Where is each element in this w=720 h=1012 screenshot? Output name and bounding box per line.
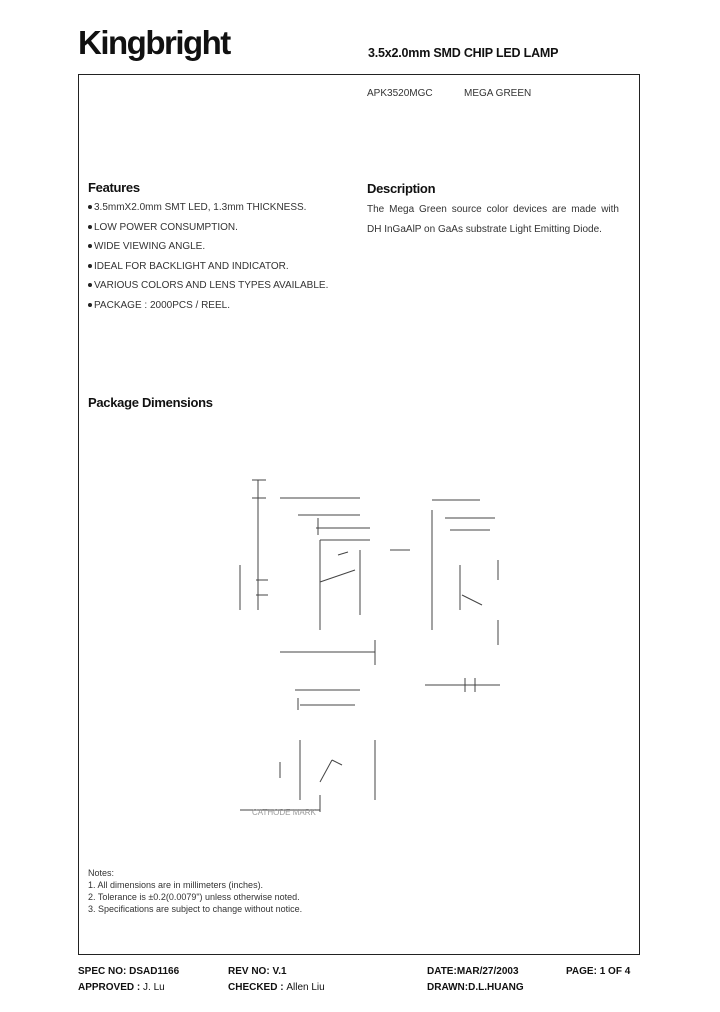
bullet-icon	[88, 225, 92, 229]
description-text: The Mega Green source color devices are made with DH InGaAlP on GaAs substrate Light Emitting Diode.	[367, 204, 619, 235]
feature-item: 3.5mmX2.0mm SMT LED, 1.3mm THICKNESS.	[88, 202, 328, 222]
company-logo: Kingbright	[78, 24, 230, 61]
cathode-mark-label: CATHODE MARK	[252, 808, 316, 817]
note-item: 1. All dimensions are in millimeters (inches).	[88, 880, 264, 890]
note-item: 2. Tolerance is ±0.2(0.0079") unless otherwise noted.	[88, 892, 300, 902]
feature-item: VARIOUS COLORS AND LENS TYPES AVAILABLE.	[88, 280, 328, 300]
spec-number: SPEC NO: DSAD1166	[78, 966, 180, 977]
note-item: 3. Specifications are subject to change without notice.	[88, 904, 303, 914]
bullet-icon	[88, 283, 92, 287]
bullet-icon	[88, 303, 92, 307]
notes-heading: Notes:	[88, 868, 115, 878]
feature-item: LOW POWER CONSUMPTION.	[88, 222, 328, 242]
bullet-icon	[88, 264, 92, 268]
feature-item: WIDE VIEWING ANGLE.	[88, 241, 328, 261]
document-title: 3.5x2.0mm SMD CHIP LED LAMP	[368, 46, 559, 60]
description-heading: Description	[367, 181, 436, 196]
package-dimensions-drawing	[220, 470, 520, 830]
features-list	[88, 202, 328, 319]
page-number: PAGE: 1 OF 4	[566, 966, 631, 977]
bullet-icon	[88, 244, 92, 248]
part-color: MEGA GREEN	[464, 88, 532, 99]
approved-by: APPROVED : J. Lu	[78, 982, 165, 993]
package-dimensions-heading: Package Dimensions	[88, 395, 213, 410]
features-heading: Features	[88, 180, 140, 195]
part-number: APK3520MGC	[367, 88, 433, 99]
feature-item: IDEAL FOR BACKLIGHT AND INDICATOR.	[88, 261, 328, 281]
document-date: DATE:MAR/27/2003	[427, 966, 519, 977]
drawn-by: DRAWN:D.L.HUANG	[427, 982, 524, 993]
feature-item: PACKAGE : 2000PCS / REEL.	[88, 300, 328, 320]
checked-by: CHECKED : Allen Liu	[228, 982, 325, 993]
bullet-icon	[88, 205, 92, 209]
notes-block	[88, 867, 302, 915]
revision-number: REV NO: V.1	[228, 966, 287, 977]
